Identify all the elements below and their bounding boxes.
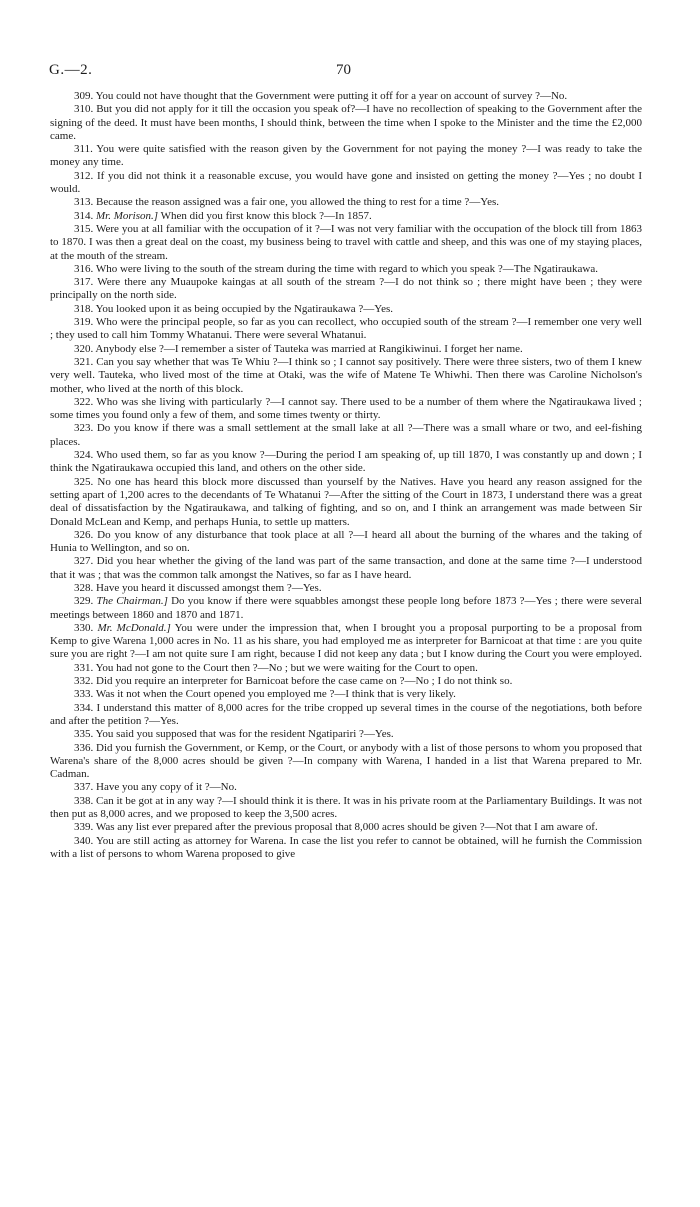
question-text: Do you know of any disturbance that took place at all ?—I heard all about the burning of the whares and the taking of Hunia to Wellington, and so on. — [50, 528, 642, 555]
question-text: Who were living to the south of the stream during the time with regard to which you speak ?—The Ngatiraukawa. — [95, 262, 599, 275]
question-number: 324. — [74, 449, 94, 462]
question-number: 314. — [74, 209, 94, 222]
question-text: Who was she living with particularly ?—I cannot say. There used to be a number of them where the Ngatiraukawa lived ; some times you found only a few of them, and some times twenty or thirty. — [50, 395, 642, 422]
question-number: 333. — [74, 688, 94, 701]
question-paragraph — [50, 303, 642, 316]
question-number: 331. — [74, 661, 94, 674]
question-text: You said you supposed that was for the resident Ngatipariri ?—Yes. — [95, 728, 394, 741]
question-number: 312. — [74, 169, 94, 182]
question-paragraph — [50, 688, 642, 701]
question-number: 335. — [74, 728, 94, 741]
question-text: Was any list ever prepared after the previous proposal that 8,000 acres should be given ?—Not that I am aware of. — [95, 821, 598, 834]
question-text: You could not have thought that the Government were putting it off for a year on account of survey ?—No. — [95, 90, 568, 102]
question-paragraph — [50, 555, 642, 582]
question-paragraph — [50, 835, 642, 862]
document-page — [50, 62, 642, 861]
question-paragraph — [50, 821, 642, 834]
question-number: 326. — [74, 528, 94, 541]
question-text: Anybody else ?—I remember a sister of Tauteka was married at Rangikiwinui. I forget her name. — [95, 342, 523, 355]
question-paragraph — [50, 595, 642, 622]
question-text: Did you hear whether the giving of the land was part of the same transaction, and done at the same time ?—I understood that it was ; that was the common talk amongst the Natives, so far as I have heard. — [50, 555, 642, 581]
question-number: 321. — [74, 355, 94, 368]
question-paragraph — [50, 210, 642, 223]
question-paragraph — [50, 422, 642, 449]
question-text: Can it be got at in any way ?—I should think it is there. It was in his private room at the Parliamentary Buildings. It was not then put as 8,000 acres, and we proposed to keep the 3,500 acres. — [50, 794, 642, 821]
question-text: Did you require an interpreter for Barnicoat before the case came on ?—No ; I do not think so. — [96, 675, 513, 688]
question-number: 313. — [74, 196, 94, 209]
question-number: 339. — [74, 821, 94, 834]
speaker-name: Mr. Morison.] — [96, 209, 159, 222]
question-text: Did you furnish the Government, or Kemp, or the Court, or anybody with a list of those persons to whom you proposed that Warena's share of the 8,000 acres should be given ?—In company with Warena, I handed in a list that Warena prepared to Mr. Cadman. — [50, 741, 642, 781]
question-number: 329. — [74, 595, 94, 608]
question-number: 309. — [74, 90, 94, 102]
question-text: If you did not think it a reasonable excuse, you would have gone and insisted on getting the money ?—Yes ; no doubt I would. — [50, 169, 642, 196]
question-text: You looked upon it as being occupied by the Ngatiraukawa ?—Yes. — [95, 302, 394, 315]
question-paragraph — [50, 223, 642, 263]
question-number: 320. — [74, 342, 94, 355]
question-number: 340. — [74, 834, 94, 847]
question-text: You had not gone to the Court then ?—No ; but we were waiting for the Court to open. — [95, 661, 478, 674]
question-paragraph — [50, 675, 642, 688]
question-number: 337. — [74, 781, 94, 794]
question-text: Were you at all familiar with the occupation of it ?—I was not very familiar with the occupation of the block till from 1863 to 1870. I was then a great deal on the coast, my business being to travel with cattle and sheep, and this was one of my staying places, at the mouth of the stream. — [50, 222, 642, 262]
question-paragraph — [50, 170, 642, 197]
question-paragraph — [50, 702, 642, 729]
question-text: I understand this matter of 8,000 acres for the tribe cropped up several times in the course of the negotiations, both before and after the petition ?—Yes. — [50, 701, 642, 727]
question-paragraph — [50, 795, 642, 822]
question-text: But you did not apply for it till the occasion you speak of?—I have no recollection of speaking to the Government after the signing of the deed. It must have been months, I should think, between the time when I spoke to the Minister and the time the £2,000 came. — [50, 103, 643, 142]
document-reference: G.—2. — [49, 62, 93, 78]
question-number: 332. — [74, 675, 94, 688]
question-paragraph — [50, 196, 642, 209]
question-number: 330. — [74, 621, 94, 634]
question-paragraph — [50, 90, 642, 103]
question-paragraph — [50, 343, 642, 356]
question-number: 315. — [74, 222, 94, 235]
minutes-of-evidence — [50, 90, 642, 861]
question-number: 328. — [74, 581, 94, 594]
question-text: Have you any copy of it ?—No. — [96, 781, 237, 794]
question-text: Can you say whether that was Te Whiu ?—I think so ; I cannot say positively. There were three sisters, two of them I knew very well. Tauteka, who lived most of the time at Otaki, was the wife of Matene Te Whiwhi. Then there was Caroline Nicholson's mother, who lived at the north of this block. — [50, 355, 642, 395]
question-text: Have you heard it discussed amongst them ?—Yes. — [96, 581, 322, 594]
question-number: 338. — [74, 794, 94, 807]
question-number: 336. — [74, 741, 94, 754]
question-text: You were under the impression that, when I brought you a proposal purporting to be a proposal from Kemp to give Warena 1,000 acres in No. 11 as his share, you had employed me as interpreter for Barnicoat at that time : are you quite sure you are right ?—I am not quite sure I am right, because I did not keep any data ; but I know during the Court you were employed. — [50, 621, 643, 661]
question-number: 316. — [74, 262, 94, 275]
question-paragraph — [50, 728, 642, 741]
speaker-name: Mr. McDonald.] — [97, 621, 171, 634]
question-paragraph — [50, 103, 642, 143]
question-text: Were there any Muaupoke kaingas at all south of the stream ?—I do not think so ; there might have been ; they were principally on the north side. — [50, 276, 642, 302]
question-text: Because the reason assigned was a fair one, you allowed the thing to rest for a time ?—Yes. — [96, 196, 500, 209]
question-text: No one has heard this block more discussed than yourself by the Natives. Have you heard any reason assigned for the setting apart of 1,200 acres to the decendants of Te Whatanui ?—After the sitting of the Court in 1873, I understand there was a great deal of dissatisfaction by the Ngatiraukawa, and talking of fighting, and so on, and I think an arrangement was made between Sir Donald McLean and Kemp, and perhaps Hunia, to settle up matters. — [50, 475, 642, 528]
question-number: 325. — [74, 475, 94, 488]
speaker-name: The Chairman.] — [96, 595, 168, 608]
question-text: Who were the principal people, so far as you can recollect, who occupied south of the stream ?—I remember one very well ; they used to call him Tommy Whatanui. There were several Whatanui. — [50, 316, 642, 342]
question-paragraph — [50, 356, 642, 396]
question-paragraph — [50, 143, 642, 170]
question-paragraph — [50, 742, 642, 782]
question-paragraph — [50, 263, 642, 276]
question-text: Who used them, so far as you know ?—During the period I am speaking of, up till 1870, I was constantly up and down ; I think the Ngatiraukawa occupied this land, and others on the other side. — [50, 449, 642, 475]
question-text: Do you know if there was a small settlement at the small lake at all ?—There was a small whare or two, and eel-fishing places. — [50, 422, 642, 448]
question-paragraph — [50, 316, 642, 343]
question-text: When did you first know this block ?—In 1857. — [160, 209, 372, 222]
question-paragraph — [50, 622, 642, 662]
question-text: Do you know if there were squabbles amongst these people long before 1873 ?—Yes ; there were several meetings between 1860 and 1870 and 1871. — [50, 595, 643, 621]
question-paragraph — [50, 662, 642, 675]
question-paragraph — [50, 582, 642, 595]
page-number: 70 — [336, 62, 351, 78]
question-number: 322. — [74, 395, 94, 408]
question-paragraph — [50, 476, 642, 529]
question-paragraph — [50, 276, 642, 303]
question-text: Was it not when the Court opened you employed me ?—I think that is very likely. — [95, 688, 456, 701]
question-number: 334. — [74, 701, 94, 714]
question-number: 323. — [74, 422, 94, 435]
page-header — [50, 62, 642, 90]
question-text: You were quite satisfied with the reason given by the Government for not paying the money ?—I was ready to take the money any time. — [50, 143, 642, 169]
question-number: 310. — [74, 103, 94, 116]
question-paragraph — [50, 529, 642, 556]
question-text: You are still acting as attorney for Warena. In case the list you refer to cannot be obtained, will he furnish the Commission with a list of persons to whom Warena proposed to give — [50, 834, 642, 860]
question-number: 327. — [74, 555, 94, 568]
question-number: 317. — [74, 276, 94, 289]
question-paragraph — [50, 396, 642, 423]
question-number: 311. — [74, 143, 93, 156]
question-number: 319. — [74, 316, 94, 329]
question-paragraph — [50, 449, 642, 476]
question-number: 318. — [74, 302, 94, 315]
question-paragraph — [50, 781, 642, 794]
